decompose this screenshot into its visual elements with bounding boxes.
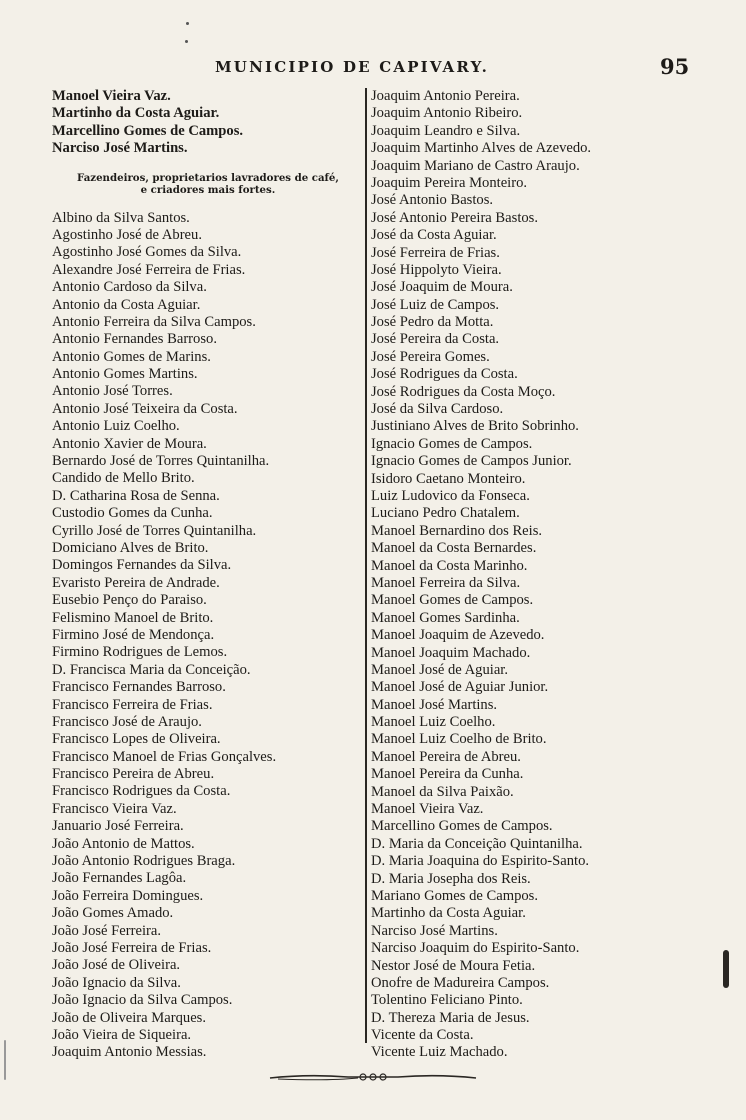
list-item: Martinho da Costa Aguiar. <box>371 905 526 922</box>
list-item: João José de Oliveira. <box>52 957 181 974</box>
list-item: Luiz Ludovico da Fonseca. <box>371 487 530 504</box>
list-item: Nestor José de Moura Fetia. <box>371 957 536 974</box>
list-item: José da Costa Aguiar. <box>371 227 497 244</box>
list-item: José Ferreira de Frias. <box>371 244 500 261</box>
page-title: MUNICIPIO DE CAPIVARY. <box>215 58 490 76</box>
list-item: Antonio José Torres. <box>52 383 173 400</box>
list-item: Manoel José Martins. <box>371 696 498 713</box>
list-item: Januario José Ferreira. <box>52 818 184 835</box>
list-item: Agostinho José de Abreu. <box>52 226 202 243</box>
list-item: Manoel José de Aguiar. <box>371 661 508 678</box>
list-item: José Pereira Gomes. <box>371 348 490 365</box>
list-item: Manoel Ferreira da Silva. <box>371 574 521 591</box>
list-item: Antonio Luiz Coelho. <box>52 418 180 435</box>
list-item: Antonio da Costa Aguiar. <box>52 296 201 313</box>
list-item: Isidoro Caetano Monteiro. <box>371 470 526 487</box>
list-item: Eusebio Penço do Paraiso. <box>52 592 207 609</box>
list-item: João Antonio de Mattos. <box>52 835 195 852</box>
list-item: Ignacio Gomes de Campos Junior. <box>371 453 572 470</box>
list-item: Agostinho José Gomes da Silva. <box>52 244 242 261</box>
list-item: João Ferreira Domingues. <box>52 887 204 904</box>
section-heading <box>52 172 364 196</box>
list-item: Joaquim Antonio Messias. <box>52 1044 207 1061</box>
list-item: Narciso José Martins. <box>371 922 498 939</box>
list-item: José Antonio Bastos. <box>371 192 494 209</box>
list-item: Manoel Vieira Vaz. <box>52 88 171 104</box>
list-item: Francisco Lopes de Oliveira. <box>52 731 221 748</box>
list-item: José Hippolyto Vieira. <box>371 261 502 278</box>
list-item: João José Ferreira de Frias. <box>52 939 212 956</box>
list-item: Antonio Gomes Martins. <box>52 366 198 383</box>
list-item: Francisco Manoel de Frias Gonçalves. <box>52 748 277 765</box>
list-item: José Rodrigues da Costa Moço. <box>371 383 556 400</box>
list-item: João José Ferreira. <box>52 922 162 939</box>
list-item: Vicente da Costa. <box>371 1027 474 1044</box>
list-item: José Joaquim de Moura. <box>371 279 513 296</box>
list-item: Marcellino Gomes de Campos. <box>371 818 553 835</box>
list-item: Francisco José de Araujo. <box>52 713 202 730</box>
list-item: José da Silva Cardoso. <box>371 401 504 418</box>
list-item: Domiciano Alves de Brito. <box>52 539 209 556</box>
page-blemish <box>723 950 729 988</box>
list-item: Antonio Fernandes Barroso. <box>52 331 217 348</box>
list-item: Manoel Pereira da Cunha. <box>371 766 524 783</box>
list-item: Antonio Gomes de Marins. <box>52 348 211 365</box>
list-item: Manoel José de Aguiar Junior. <box>371 679 549 696</box>
list-item: Alexandre José Ferreira de Frias. <box>52 261 246 278</box>
list-item: Firmino Rodrigues de Lemos. <box>52 644 228 661</box>
list-item: Manoel Luiz Coelho de Brito. <box>371 731 547 748</box>
list-item: D. Maria da Conceição Quintanilha. <box>371 835 583 852</box>
list-item: José Pereira da Costa. <box>371 331 500 348</box>
list-item: Manoel da Costa Marinho. <box>371 557 528 574</box>
list-item: Marcellino Gomes de Campos. <box>52 122 244 139</box>
list-item: Ignacio Gomes de Campos. <box>371 435 533 452</box>
list-item: Onofre de Madureira Campos. <box>371 974 550 991</box>
list-item: João Vieira de Siqueira. <box>52 1026 192 1043</box>
section-heading-line-1: Fazendeiros, proprietarios lavradores de café, <box>77 171 339 184</box>
list-item: José Antonio Pereira Bastos. <box>371 209 539 226</box>
list-item: Joaquim Pereira Monteiro. <box>371 174 528 191</box>
list-item: Luciano Pedro Chatalem. <box>371 505 520 522</box>
left-names-list <box>52 210 364 1062</box>
footer-ornament <box>268 1070 478 1084</box>
list-item: D. Maria Josepha dos Reis. <box>371 870 531 887</box>
list-item: Domingos Fernandes da Silva. <box>52 557 232 574</box>
list-item: Mariano Gomes de Campos. <box>371 887 538 904</box>
list-item: Francisco Vieira Vaz. <box>52 800 177 817</box>
list-item: Candido de Mello Brito. <box>52 470 195 487</box>
list-item: D. Francisca Maria da Conceição. <box>52 661 251 678</box>
list-item: Evaristo Pereira de Andrade. <box>52 574 220 591</box>
list-item: Francisco Rodrigues da Costa. <box>52 783 231 800</box>
list-item: João Ignacio da Silva. <box>52 974 181 991</box>
left-column <box>52 88 364 1062</box>
list-item: Tolentino Feliciano Pinto. <box>371 992 523 1009</box>
list-item: Manoel Gomes Sardinha. <box>371 609 520 626</box>
list-item: Manoel Joaquim Machado. <box>371 644 531 661</box>
list-item: João Gomes Amado. <box>52 905 174 922</box>
list-item: Manoel Luiz Coelho. <box>371 714 496 731</box>
ink-speck <box>185 40 188 43</box>
list-item: D. Maria Joaquina do Espirito-Santo. <box>371 853 590 870</box>
list-item: Antonio Xavier de Moura. <box>52 435 207 452</box>
list-item: João de Oliveira Marques. <box>52 1009 206 1026</box>
ink-speck <box>4 1040 6 1080</box>
list-item: João Antonio Rodrigues Braga. <box>52 853 236 870</box>
column-divider <box>365 88 367 1043</box>
list-item: Firmino José de Mendonça. <box>52 626 215 643</box>
right-names-list <box>371 88 671 1062</box>
list-item: Manoel Joaquim de Azevedo. <box>371 627 545 644</box>
list-item: José Luiz de Campos. <box>371 296 500 313</box>
list-item: Custodio Gomes da Cunha. <box>52 505 213 522</box>
ink-speck <box>186 22 189 25</box>
list-item: Manoel Vieira Vaz. <box>371 801 484 818</box>
page-header <box>0 54 746 84</box>
list-item: Manoel Pereira de Abreu. <box>371 748 521 765</box>
section-heading-line-2: e criadores mais fortes. <box>140 183 276 196</box>
list-item: Narciso José Martins. <box>52 140 188 157</box>
list-item: João Ignacio da Silva Campos. <box>52 992 233 1009</box>
list-item: Manoel Bernardino dos Reis. <box>371 522 543 539</box>
list-item: Francisco Fernandes Barroso. <box>52 679 226 696</box>
list-item: Antonio Ferreira da Silva Campos. <box>52 313 256 330</box>
list-item: João Fernandes Lagôa. <box>52 870 187 887</box>
list-item: Albino da Silva Santos. <box>52 209 190 226</box>
list-item: Manoel da Costa Bernardes. <box>371 540 537 557</box>
list-item: Joaquim Antonio Pereira. <box>371 88 520 104</box>
right-column <box>371 88 671 1062</box>
list-item: Joaquim Mariano de Castro Araujo. <box>371 157 580 174</box>
left-top-list <box>52 88 364 158</box>
list-item: Joaquim Martinho Alves de Azevedo. <box>371 140 592 157</box>
list-item: Martinho da Costa Aguiar. <box>52 105 220 122</box>
list-item: Joaquim Antonio Ribeiro. <box>371 105 523 122</box>
list-item: Francisco Ferreira de Frias. <box>52 696 213 713</box>
list-item: Antonio Cardoso da Silva. <box>52 279 207 296</box>
list-item: Felismino Manoel de Brito. <box>52 609 214 626</box>
list-item: Cyrillo José de Torres Quintanilha. <box>52 522 257 539</box>
list-item: D. Thereza Maria de Jesus. <box>371 1009 530 1026</box>
list-item: Narciso Joaquim do Espirito-Santo. <box>371 940 580 957</box>
list-item: Bernardo José de Torres Quintanilha. <box>52 453 270 470</box>
list-item: Joaquim Leandro e Silva. <box>371 122 521 139</box>
list-item: Manoel Gomes de Campos. <box>371 592 534 609</box>
list-item: Antonio José Teixeira da Costa. <box>52 400 238 417</box>
list-item: Manoel da Silva Paixão. <box>371 783 514 800</box>
list-item: José Pedro da Motta. <box>371 314 494 331</box>
list-item: Francisco Pereira de Abreu. <box>52 766 215 783</box>
list-item: D. Catharina Rosa de Senna. <box>52 487 220 504</box>
list-item: Justiniano Alves de Brito Sobrinho. <box>371 418 579 435</box>
list-item: Vicente Luiz Machado. <box>371 1044 508 1061</box>
page-number: 95 <box>660 54 690 79</box>
list-item: José Rodrigues da Costa. <box>371 366 518 383</box>
